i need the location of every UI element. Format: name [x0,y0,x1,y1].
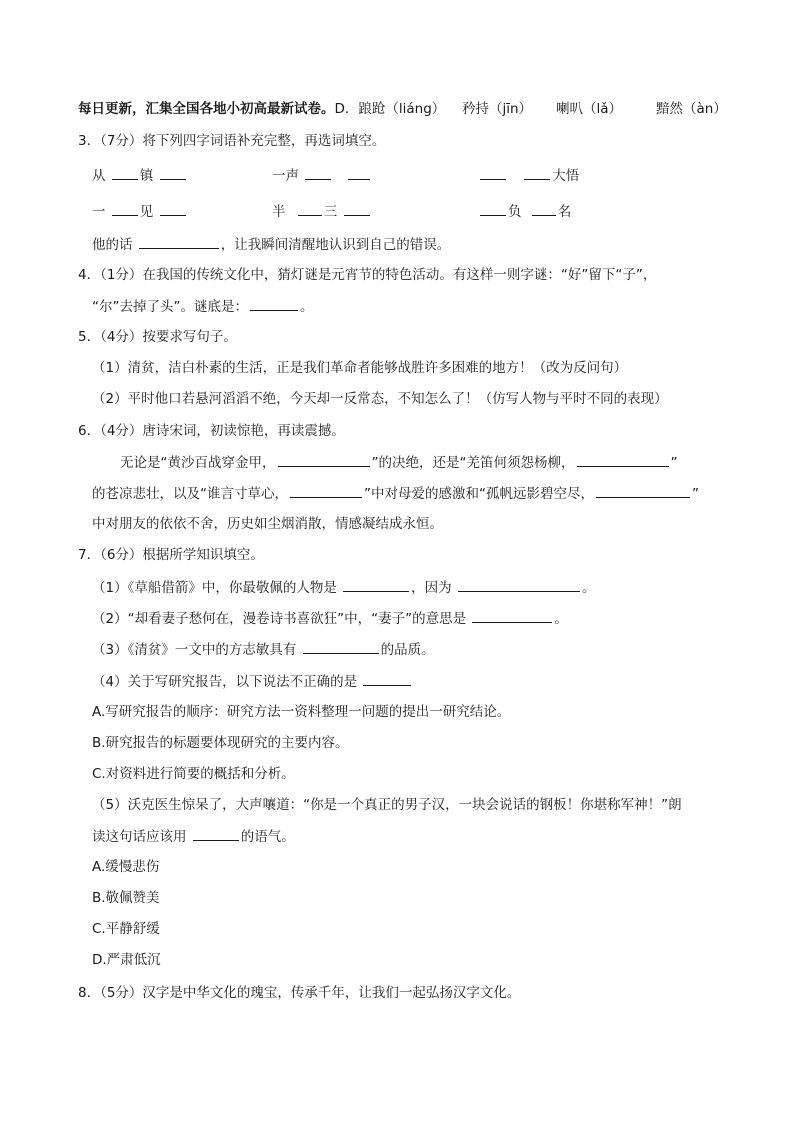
q7-5-option-b[interactable]: B.敬佩赞美 [92,890,160,906]
q4-riddle-text: “尔”去掉了头”。谜底是： [92,299,248,315]
q6-title: 6．（4分）唐诗宋词，初读惊艳，再读震撼。 [78,423,345,439]
blank[interactable] [305,166,331,180]
q3-row2-col2 [272,202,372,221]
q3-row1-col1 [92,166,188,185]
q6-text: ” [670,455,678,471]
q7-option-a[interactable]: A.写研究报告的顺序：研究方法一资料整理一问题的提出一研究结论。 [92,704,511,720]
q6-text: ”中对母爱的感激和“孤帆远影碧空尽， [364,486,594,502]
blank[interactable] [524,166,550,180]
q3-char: 镇 [139,168,154,184]
q3-title: 3．（7分）将下列四字词语补充完整，再选词填空。 [78,133,386,149]
q4-line-1: 4．（1分）在我国的传统文化中，猜灯谜是元宵节的特色活动。有这样一则字谜：“好”留下“子”， [78,267,657,283]
q7-sentence-5: （5）沃克医生惊呆了，大声嚷道：“你是一个真正的男子汉，一块会说话的钢板！你堪称军神！”朗 [92,797,682,813]
q7-text: （1）《草船借箭》中，你最敬佩的人物是 [92,580,337,596]
blank[interactable] [344,202,370,216]
q6-para-line-3: 中对朋友的依依不舍，历史如尘烟消散，情感凝结成永恒。 [92,516,443,532]
q7-sentence-3 [92,640,435,659]
q3-char: 负 [508,204,522,220]
q4-period: 。 [299,299,314,315]
q7-5-option-c[interactable]: C.平静舒缓 [92,921,160,937]
blank[interactable] [596,484,690,498]
q6-text: 无论是“黄沙百战穿金甲， [120,455,276,471]
q7-sentence-4 [92,672,413,691]
q7-text: 的品质。 [380,642,435,658]
blank[interactable] [532,202,556,216]
blank[interactable] [160,202,186,216]
q7-text: ，因为 [411,580,452,596]
q5-sentence-1: （1）清贫，洁白朴素的生活，正是我们革命者能够战胜许多困难的地方！（改为反问句） [92,360,628,376]
q3-sentence-end: ，让我瞬间清醒地认识到自己的错误。 [220,237,451,253]
q3-char: 半 [272,204,286,220]
q7-5-option-d[interactable]: D.严肃低沉 [92,952,161,968]
q3-sentence [92,235,450,254]
q7-sentence-2 [92,609,568,628]
q7-text: 读这句话应该用 [92,829,187,845]
option-d-label: D． [334,101,359,117]
q7-text: （4）关于写研究报告，以下说法不正确的是 [92,674,358,690]
banner-text: 每日更新，汇集全国各地小初高最新试卷。 [78,101,335,117]
q7-text: 。 [554,611,568,627]
option-d-word-1: 踉跄（liáng） [358,101,446,117]
q6-text: 的苍凉悲壮，以及“谁言寸草心， [92,486,288,502]
q5-sentence-2: （2）平时他口若悬河滔滔不绝，今天却一反常态，不知怎么了！（仿写人物与平时不同的表现） [92,391,668,407]
q8-title: 8．（5分）汉字是中华文化的瑰宝，传承千年，让我们一起弘扬汉字文化。 [78,985,521,1001]
q6-text: ” [692,486,699,502]
blank[interactable] [193,827,239,841]
q3-char: 从 [92,168,106,184]
q3-char: 见 [139,204,154,220]
q3-char: 一 [92,204,106,220]
q7-title: 7．（6分）根据所学知识填空。 [78,547,264,563]
q7-option-b[interactable]: B.研究报告的标题要体现研究的主要内容。 [92,735,349,751]
blank[interactable] [343,578,409,592]
q3-row1-col3 [478,166,579,185]
q7-text: （3）《清贫》一文中的方志敏具有 [92,642,297,658]
q6-text: ”的决绝，还是“羌笛何须怨杨柳， [371,455,575,471]
q4-line-2 [92,297,313,316]
blank[interactable] [472,609,552,623]
q7-text: （2）“却看妻子愁何在，漫卷诗书喜欲狂”中，“妻子”的意思是 [92,611,467,627]
q3-char: 一声 [272,168,299,184]
q7-sentence-1 [92,578,595,597]
blank[interactable] [290,484,362,498]
q3-row2-col1 [92,202,188,221]
q3-char: 名 [557,204,572,220]
option-d-word-3: 喇叭（lǎ） [556,101,623,117]
blank[interactable] [348,166,370,180]
q7-option-c[interactable]: C.对资料进行简要的概括和分析。 [92,766,295,782]
q3-char: 三 [323,204,338,220]
q6-para-line-2 [92,484,699,503]
blank[interactable] [480,166,506,180]
q6-para-line-1 [120,453,678,472]
q3-row1-col2 [272,166,372,185]
header-line [78,100,445,118]
blank[interactable] [160,166,186,180]
q3-row2-col3 [478,202,571,221]
blank[interactable] [112,166,138,180]
blank[interactable] [250,297,298,311]
blank[interactable] [577,453,669,467]
q5-title: 5．（4分）按要求写句子。 [78,329,237,345]
blank[interactable] [139,235,219,249]
blank[interactable] [363,672,411,686]
blank[interactable] [303,640,379,654]
q3-sentence-start: 他的话 [92,237,133,253]
blank[interactable] [480,202,506,216]
q7-5-option-a[interactable]: A.缓慢悲伤 [92,859,160,875]
blank[interactable] [298,202,322,216]
blank[interactable] [278,453,370,467]
blank[interactable] [112,202,138,216]
q7-text: 。 [581,580,596,596]
option-d-word-2: 矜持（jīn） [462,101,533,117]
q7-text: 的语气。 [240,829,295,845]
option-d-word-4: 黯然（àn） [656,101,727,117]
q7-sentence-5-cont [92,827,295,846]
q3-char: 大悟 [552,168,580,184]
blank[interactable] [458,578,580,592]
